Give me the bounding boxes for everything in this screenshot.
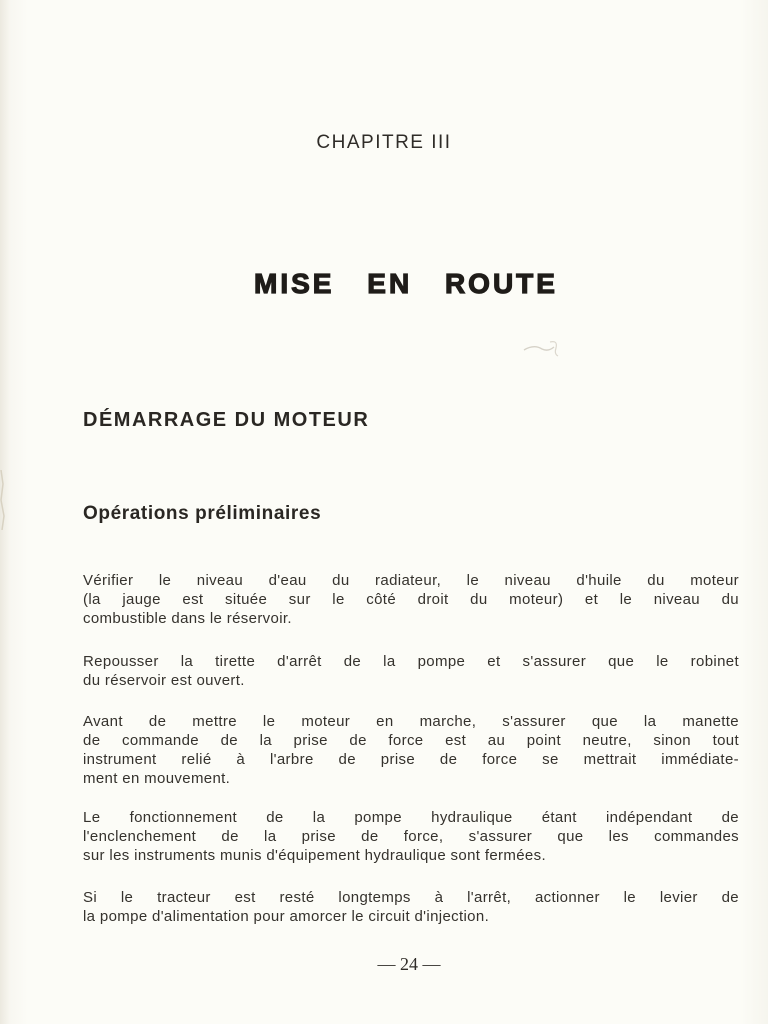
- paragraph: [83, 652, 739, 690]
- paragraph-line: sur les instruments munis d'équipement hydraulique sont fermées.: [83, 847, 546, 864]
- section-heading: DÉMARRAGE DU MOTEUR: [83, 409, 370, 431]
- paragraph-line: ment en mouvement.: [83, 770, 231, 787]
- paragraph-line: Le fonctionnement de la pompe hydraulique étant indépendant de: [83, 809, 739, 826]
- paragraph-line: instrument relié à l'arbre de prise de force se mettrait immédiate-: [83, 751, 739, 768]
- paragraph-line: Repousser la tirette d'arrêt de la pompe et s'assurer que le robinet: [83, 653, 739, 670]
- paragraph-line: l'enclenchement de la prise de force, s'assurer que les commandes: [83, 828, 739, 845]
- paragraph-line: Vérifier le niveau d'eau du radiateur, le niveau d'huile du moteur: [83, 572, 739, 589]
- paragraph-line: la pompe d'alimentation pour amorcer le circuit d'injection.: [83, 908, 490, 925]
- paragraph: [83, 808, 739, 865]
- paragraph: [83, 712, 739, 788]
- paragraph-line: du réservoir est ouvert.: [83, 672, 245, 689]
- ink-smudge-icon: [520, 338, 568, 358]
- paragraph-line: (la jauge est située sur le côté droit du moteur) et le niveau du: [83, 591, 739, 608]
- paragraph: [83, 888, 739, 926]
- chapter-heading: CHAPITRE III: [316, 132, 452, 153]
- paragraph-line: Avant de mettre le moteur en marche, s'assurer que la manette: [83, 713, 739, 730]
- paragraph-line: Si le tracteur est resté longtemps à l'arrêt, actionner le levier de: [83, 889, 739, 906]
- paragraph-line: combustible dans le réservoir.: [83, 610, 292, 627]
- paragraph-line: de commande de la prise de force est au point neutre, sinon tout: [83, 732, 739, 749]
- page-title: MISE EN ROUTE: [254, 268, 558, 299]
- binding-edge-mark: [0, 470, 6, 530]
- subsection-heading: Opérations préliminaires: [83, 503, 322, 524]
- paragraph: [83, 571, 739, 628]
- page-number: — 24 —: [377, 954, 441, 974]
